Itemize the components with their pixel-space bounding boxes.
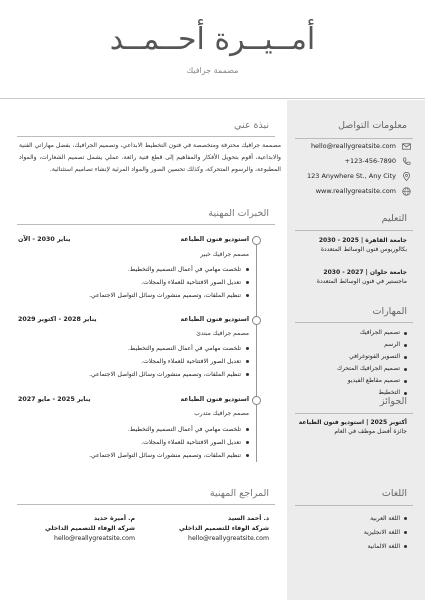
languages-list	[364, 512, 407, 554]
job-dates: يناير 2025 - مايو 2027	[18, 396, 91, 403]
skills-heading: المهارات	[372, 306, 407, 317]
reference-org: شركة الوفاء للتصميم الداخلي	[45, 525, 135, 532]
about-divider	[17, 136, 275, 137]
contact-email[interactable]	[299, 140, 411, 152]
education-divider	[295, 230, 413, 231]
list-item: تلخصت مهامي في أعمال التصميم والتخطيط.	[89, 263, 249, 276]
list-item: اللغة الالمانية	[364, 540, 407, 554]
education-item	[319, 237, 407, 253]
list-item: الرسم	[337, 339, 407, 351]
reference-email[interactable]: hello@reallygreatsite.com	[188, 535, 269, 542]
contact-phone-value: +123-456-7890	[344, 157, 396, 165]
list-item: اللغة الانجليزية	[364, 526, 407, 540]
experience-divider	[17, 224, 275, 225]
list-item: تصميم الجرافيك المتحرك	[337, 363, 407, 375]
references-divider	[17, 504, 275, 505]
contact-website[interactable]	[299, 185, 411, 197]
languages-divider	[295, 505, 413, 506]
list-item: تنظيم الملفات، وتصميم منشورات وسائل التواصل الاجتماعي.	[89, 449, 249, 462]
list-item: تصميم الجرافيك	[337, 327, 407, 339]
job-company: استوديو فنون الطباعة	[180, 396, 249, 403]
list-item: تعديل الصور الافتتاحية للعملاء والمجلات.	[89, 436, 249, 449]
timeline-dot	[252, 316, 261, 325]
list-item: تعديل الصور الافتتاحية للعملاء والمجلات.	[89, 355, 249, 368]
reference-email[interactable]: hello@reallygreatsite.com	[54, 535, 135, 542]
reference-name: م. أميرة حديد	[93, 515, 135, 522]
contact-website-value: www.reallygreatsite.com	[315, 187, 396, 195]
award-desc: جائزة أفضل موظف في العام	[334, 428, 407, 435]
experience-heading: الخبرات المهنية	[208, 208, 269, 219]
phone-icon	[402, 157, 411, 166]
reference-item	[45, 514, 135, 544]
education-heading: التعليم	[381, 213, 407, 224]
job-duties	[89, 342, 249, 381]
candidate-name: أمــيــرة أحــمــد	[109, 22, 316, 57]
award-item	[299, 419, 407, 435]
education-item-title: جامعة القاهرة | 2025 - 2030	[318, 237, 407, 244]
sidebar	[287, 100, 425, 600]
list-item: اللغة العربية	[364, 512, 407, 526]
job-dates: يناير 2028 - اكتوبر 2029	[18, 316, 97, 323]
contact-email-value: hello@reallygreatsite.com	[310, 142, 396, 150]
reference-org: شركة الوفاء للتصميم الداخلي	[179, 525, 269, 532]
references-heading: المراجع المهنية	[209, 488, 269, 499]
job-company: استوديو فنون الطباعة	[180, 236, 249, 243]
skills-list	[337, 327, 407, 399]
reference-name: د. أحمد السيد	[228, 515, 269, 522]
contact-heading: معلومات التواصل	[338, 120, 407, 131]
contact-address-value: 123 Anywhere St., Any City	[306, 172, 396, 180]
resume-header	[0, 0, 425, 100]
education-item-degree: ماجستير في فنون الوسائط المتعددة	[316, 278, 407, 285]
job-duties	[89, 423, 249, 462]
education-item-degree: بكالوريوس فنون الوسائط المتعددة	[320, 246, 407, 253]
header-divider	[0, 98, 425, 99]
job-duties	[89, 263, 249, 302]
globe-icon	[402, 187, 411, 196]
job-role: مصمم جرافيك مبتدئ	[196, 330, 249, 337]
list-item: تعديل الصور الافتتاحية للعملاء والمجلات.	[89, 276, 249, 289]
skills-divider	[295, 322, 413, 323]
location-pin-icon	[402, 172, 411, 181]
timeline-line	[256, 240, 257, 462]
reference-item	[179, 514, 269, 544]
contact-divider	[295, 138, 413, 139]
job-dates: يناير 2030 - الآن	[18, 236, 71, 243]
job-role: مصمم جرافيك متدرب	[194, 410, 249, 417]
job-role: مصمم جرافيك خبير	[200, 251, 249, 258]
list-item: تلخصت مهامي في أعمال التصميم والتخطيط.	[89, 423, 249, 436]
awards-heading: الجوائز	[379, 396, 407, 407]
contact-phone[interactable]	[299, 155, 411, 167]
timeline-dot	[252, 396, 261, 405]
contact-address	[299, 170, 411, 182]
list-item: التخطيط	[337, 387, 407, 399]
timeline-dot	[252, 236, 261, 245]
about-heading: نبذة عني	[234, 120, 269, 131]
list-item: تلخصت مهامي في أعمال التصميم والتخطيط.	[89, 342, 249, 355]
list-item: تصميم مقاطع الفيديو	[337, 375, 407, 387]
mail-icon	[402, 142, 411, 151]
list-item: تنظيم الملفات، وتصميم منشورات وسائل التواصل الاجتماعي.	[89, 289, 249, 302]
about-text: مصممة جرافيك محترفة ومتخصصة في فنون التخطيط الابداعي، وتصميم الجرافيك، بفضل مهاراتي الفنية والابداعية، أقوم بتحويل الأفكار والمفاهيم إلى قطع فنية رائعة، عملي يشمل تصميم الشعارات، والمواد المطبوعة، والرسوم المتحركة، وكذلك تحسين الصور والمواد المرئية لإنشاء تصاميم استثنائية.	[19, 142, 281, 173]
list-item: التصوير الفوتوغرافي	[337, 351, 407, 363]
awards-divider	[295, 413, 413, 414]
award-title: أكتوبر 2025 | استوديو فنون الطباعة	[298, 419, 407, 426]
education-item-title: جامعة حلوان | 2027 - 2030	[323, 269, 407, 276]
languages-heading: اللغات	[381, 488, 407, 499]
list-item: تنظيم الملفات، وتصميم منشورات وسائل التواصل الاجتماعي.	[89, 368, 249, 381]
education-item	[317, 269, 407, 285]
candidate-title: مصممة جرافيك	[186, 66, 239, 75]
job-company: استوديو فنون الطباعة	[180, 316, 249, 323]
